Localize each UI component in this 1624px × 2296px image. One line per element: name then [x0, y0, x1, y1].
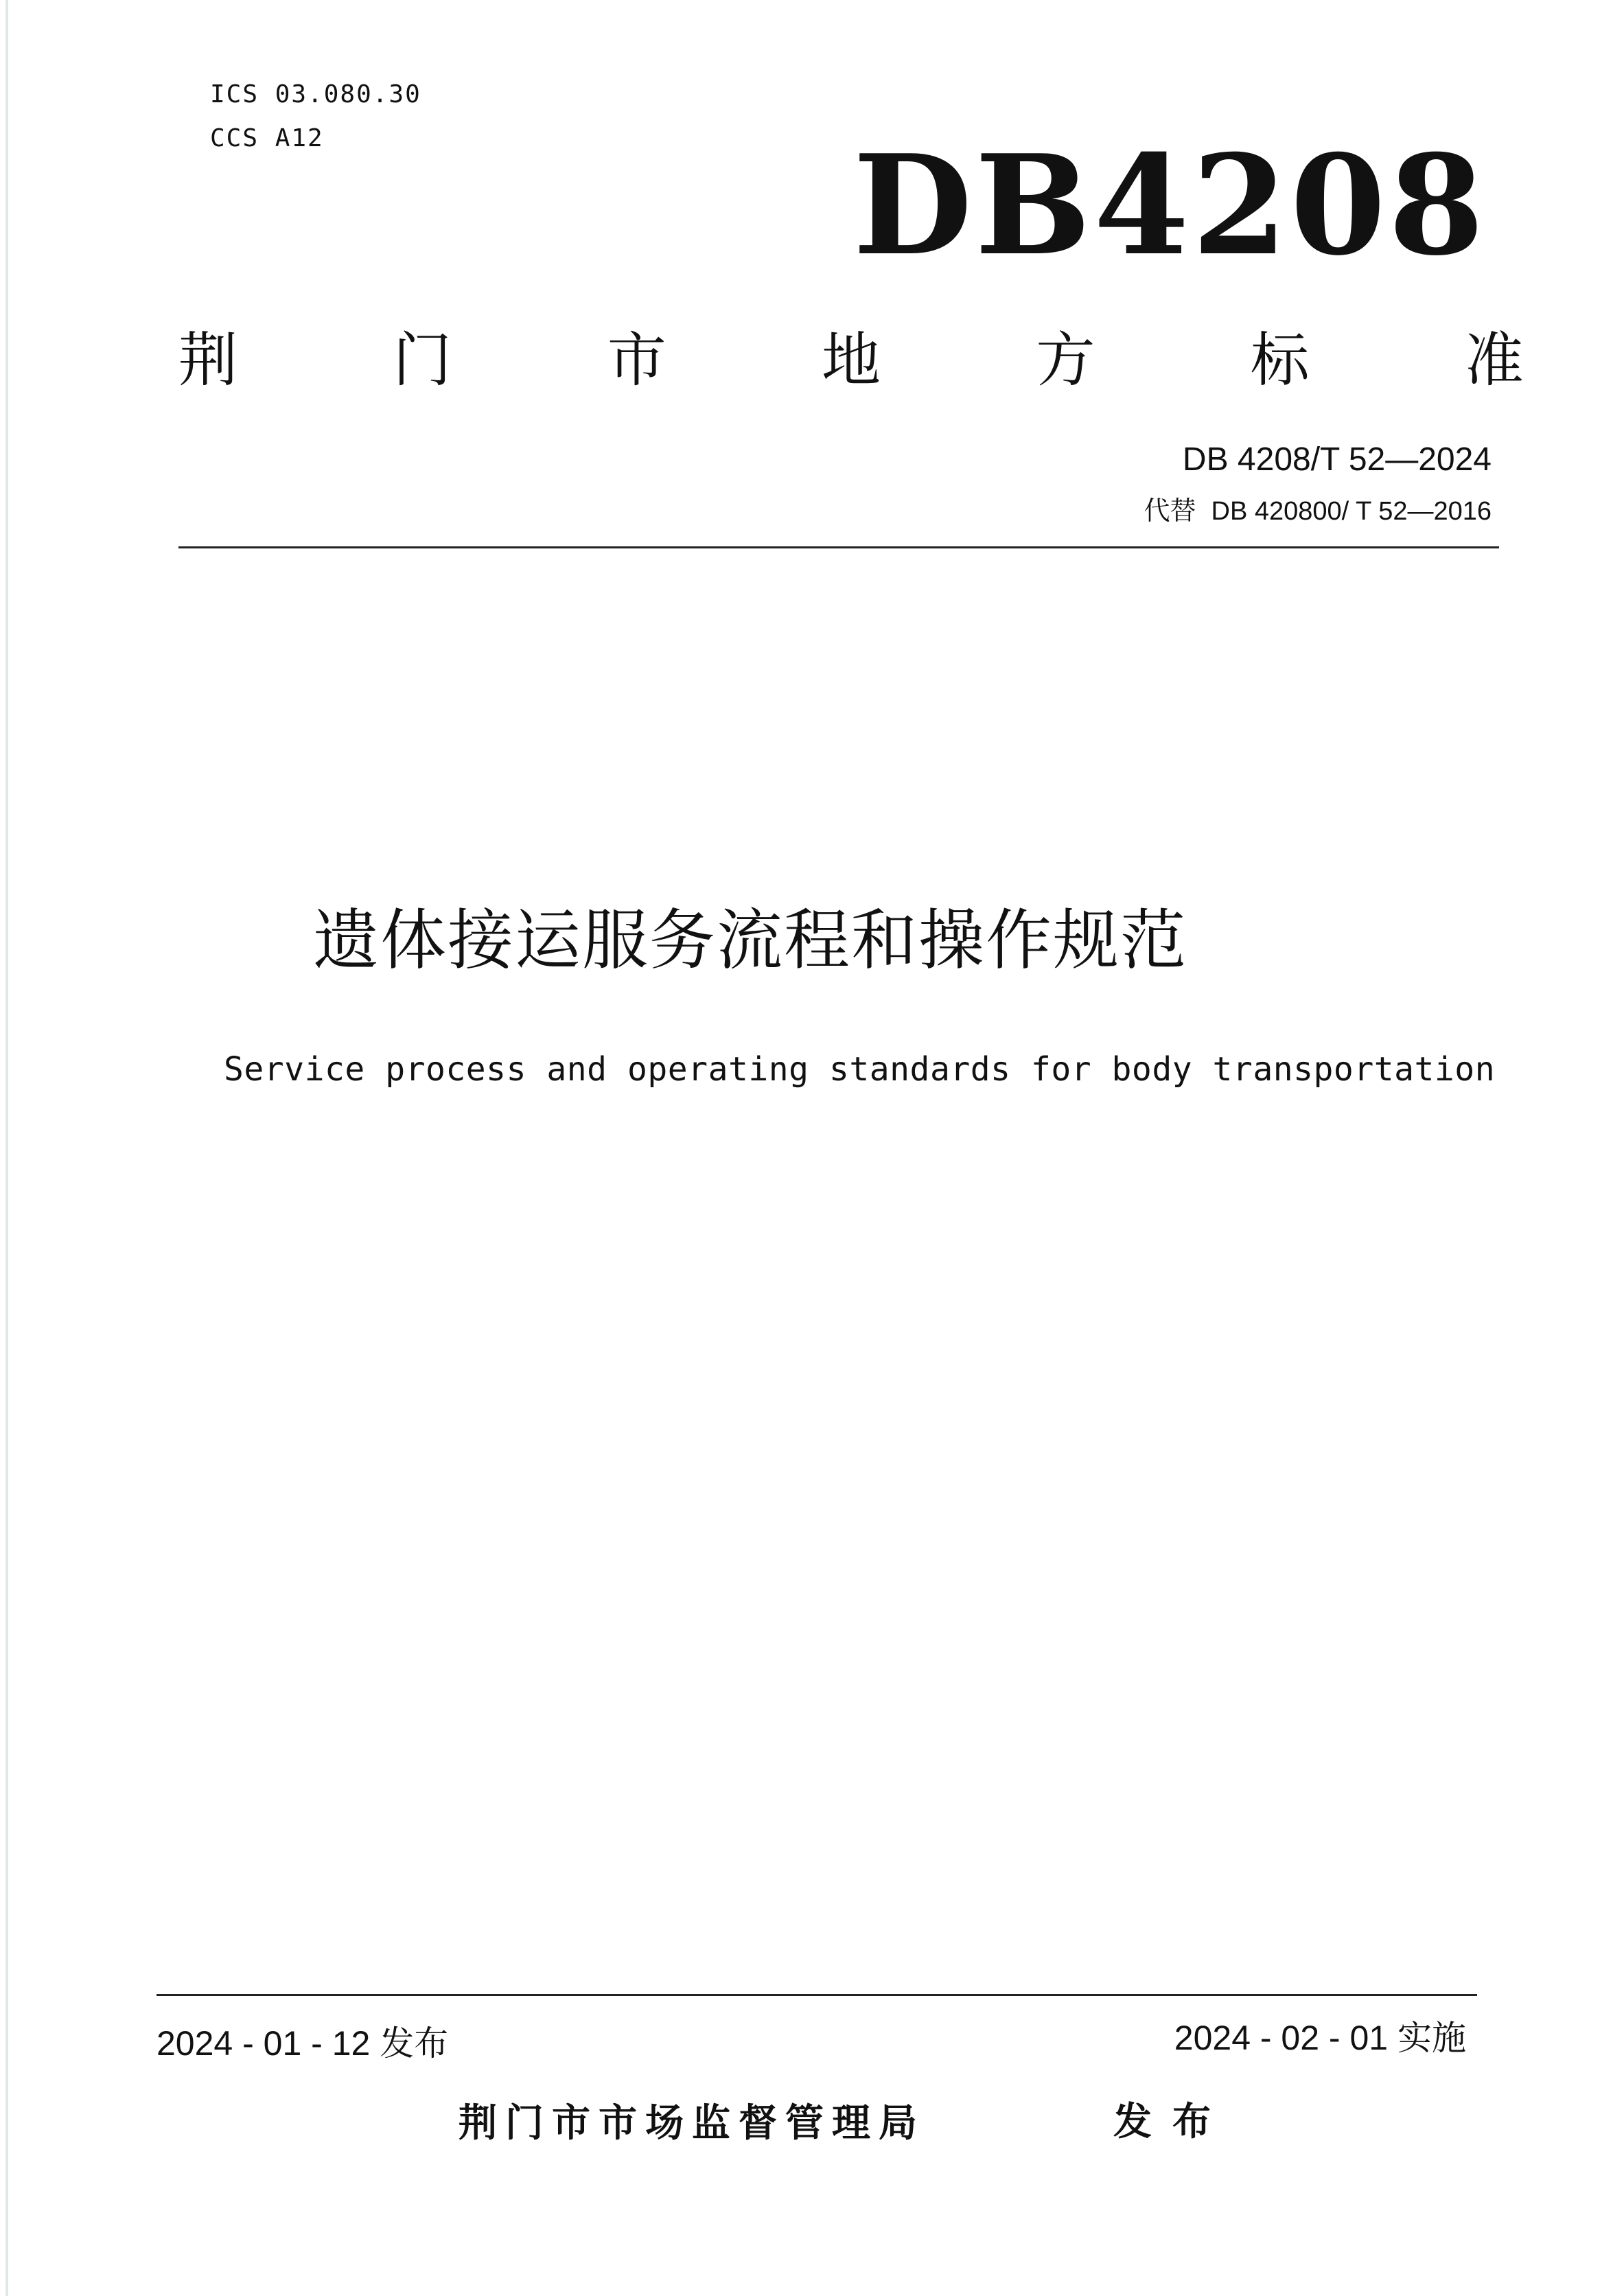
standard-type-char: 荆: [178, 326, 237, 395]
footer-divider: [156, 1994, 1477, 1996]
issuing-authority: 荆门市市场监督管理局: [459, 2101, 925, 2146]
standard-type-char: 门: [393, 326, 452, 395]
standard-type-char: 市: [607, 326, 666, 395]
implementation-date: 2024 - 02 - 01 实施: [1174, 2019, 1466, 2057]
issue-date: 2024 - 01 - 12 发布: [156, 2024, 449, 2063]
ccs-code: CCS A12: [210, 124, 324, 152]
standard-type-char: 方: [1036, 326, 1095, 395]
title-chinese: 遗体接运服务流程和操作规范: [313, 902, 1187, 979]
issue-action-label: 发布: [1113, 2100, 1231, 2144]
header-divider: [178, 546, 1499, 548]
standard-number: DB 4208/T 52—2024: [1182, 441, 1492, 478]
title-english: Service process and operating standards for body transportation: [224, 1050, 1496, 1089]
replaces-line: [1144, 498, 1492, 524]
page-edge-strip: [5, 0, 8, 2296]
ics-code: ICS 03.080.30: [210, 80, 421, 108]
standard-type-char: 地: [821, 326, 881, 395]
replaces-label: 代替: [1144, 497, 1196, 526]
replaced-standard-number: DB 420800/ T 52—2016: [1211, 497, 1492, 526]
standard-type-heading: [178, 323, 1524, 398]
db-code-mark: DB4208: [852, 125, 1487, 286]
standard-type-char: 标: [1250, 326, 1310, 395]
standard-type-char: 准: [1464, 326, 1524, 395]
